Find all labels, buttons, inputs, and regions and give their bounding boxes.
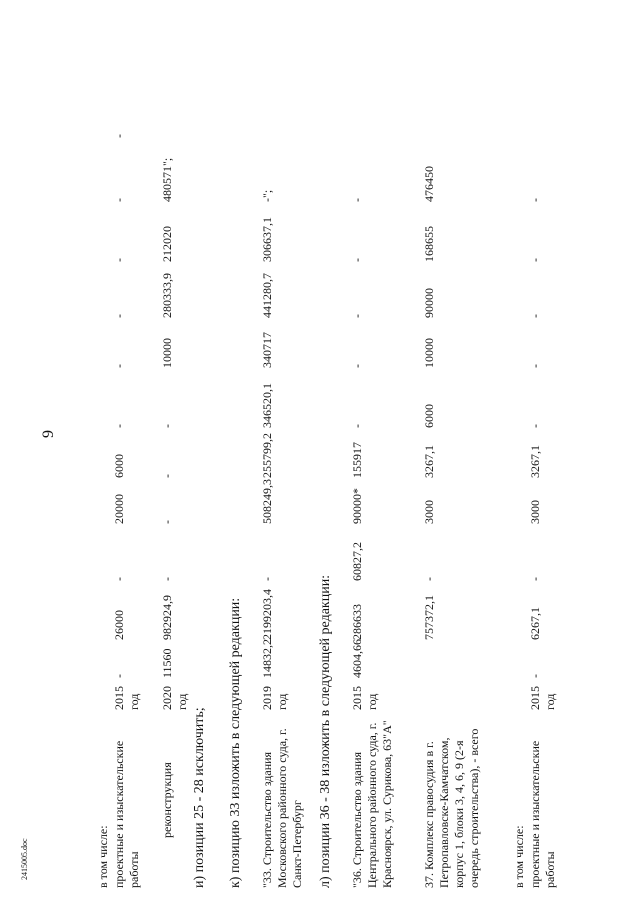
row-title: Комплекс правосудия в г. Петропавловске-Камчатском, корпус 1, блоки 3, 4, 6, 9 (2-я очередь строительства), - всего — [422, 728, 481, 888]
row-year: 2019 год — [260, 686, 289, 710]
row-name: проектные и изыскательские работы — [112, 740, 141, 888]
cell: 11560 — [160, 648, 174, 678]
cell: 60827,2 — [350, 542, 364, 581]
cell: 168655 — [422, 226, 436, 262]
cell: 6267,1 — [528, 607, 542, 640]
cell: - — [350, 364, 364, 368]
note-l: л) позиции 36 - 38 изложить в следующей редакции: — [318, 574, 333, 888]
cell: 155917 — [350, 442, 364, 478]
cell: - — [528, 364, 542, 368]
cell: 14832,2 — [260, 639, 274, 678]
cell: - — [350, 258, 364, 262]
row-name: в том числе: — [96, 825, 110, 888]
cell: 982924,9 — [160, 595, 174, 640]
cell: 26000 — [112, 610, 126, 640]
cell: - — [528, 424, 542, 428]
cell: - — [112, 577, 126, 581]
footer-filename: 2415005.doc — [20, 838, 29, 880]
cell: - — [350, 314, 364, 318]
cell: 306637,1 — [260, 217, 274, 262]
cell: 4604,66 — [350, 639, 364, 678]
cell: 286633 — [350, 604, 364, 640]
row-year: 2015 год — [112, 686, 141, 710]
row-year: 2015 год — [528, 686, 557, 710]
cell: 346520,1 — [260, 383, 274, 428]
cell: 508249,3 — [260, 479, 274, 524]
cell: 255799,2 — [260, 433, 274, 478]
cell: - — [260, 577, 274, 581]
cell: - — [528, 198, 542, 202]
row-number: 37. — [422, 873, 436, 888]
cell: - — [422, 577, 436, 581]
row-title: Строительство здания Московского районного суда, г. Санкт-Петербург — [260, 728, 304, 888]
cell: - — [112, 314, 126, 318]
cell: - — [160, 474, 174, 478]
row-name: реконструкция — [160, 762, 174, 838]
cell: 480571"; — [160, 157, 174, 202]
row-number: "33. — [260, 868, 274, 888]
row-name: проектные и изыскательские работы — [528, 740, 557, 888]
cell: 10000 — [160, 338, 174, 368]
cell: 10000 — [422, 338, 436, 368]
cell: 441280,7 — [260, 273, 274, 318]
cell: 20000 — [112, 494, 126, 524]
row-year: 2015 год — [350, 686, 379, 710]
cell: 280333,9 — [160, 273, 174, 318]
note-i: и) позиции 25 - 28 исключить; — [192, 707, 207, 888]
cell: - — [112, 424, 126, 428]
cell: - — [112, 134, 126, 138]
cell: 757372,1 — [422, 595, 436, 640]
row-title: Строительство здания Центрального районного суда, г. Красноярск, ул. Сурикова, 63"А" — [350, 720, 394, 888]
cell: 90000* — [350, 488, 364, 524]
cell: - — [112, 364, 126, 368]
cell: - — [112, 198, 126, 202]
cell: - — [350, 198, 364, 202]
row-name — [422, 718, 482, 888]
cell: - — [350, 424, 364, 428]
cell: - — [112, 258, 126, 262]
cell: - — [160, 424, 174, 428]
cell: 3267,1 — [422, 445, 436, 478]
cell: - — [528, 674, 542, 678]
cell: - — [160, 520, 174, 524]
cell: - — [160, 577, 174, 581]
cell: 6000 — [112, 454, 126, 478]
cell: 3000 — [528, 500, 542, 524]
cell: 212020 — [160, 226, 174, 262]
row-name — [350, 718, 395, 888]
investment-table — [82, 48, 602, 888]
row-name: в том числе: — [512, 825, 526, 888]
cell: 476450 — [422, 166, 436, 202]
page-number: 9 — [40, 430, 57, 438]
cell: - — [112, 674, 126, 678]
cell: 340717 — [260, 332, 274, 368]
note-k: к) позицию 33 изложить в следующей редакции: — [228, 597, 243, 888]
row-number: "36. — [350, 868, 364, 888]
cell: 2199203,4 — [260, 589, 274, 640]
cell: 3000 — [422, 500, 436, 524]
cell: - — [528, 258, 542, 262]
cell: -"; — [260, 189, 274, 202]
row-year: 2020 год — [160, 686, 189, 710]
cell: 90000 — [422, 288, 436, 318]
cell: - — [528, 314, 542, 318]
cell: - — [528, 577, 542, 581]
row-name — [260, 718, 305, 888]
cell: 3267,1 — [528, 445, 542, 478]
cell: 6000 — [422, 404, 436, 428]
